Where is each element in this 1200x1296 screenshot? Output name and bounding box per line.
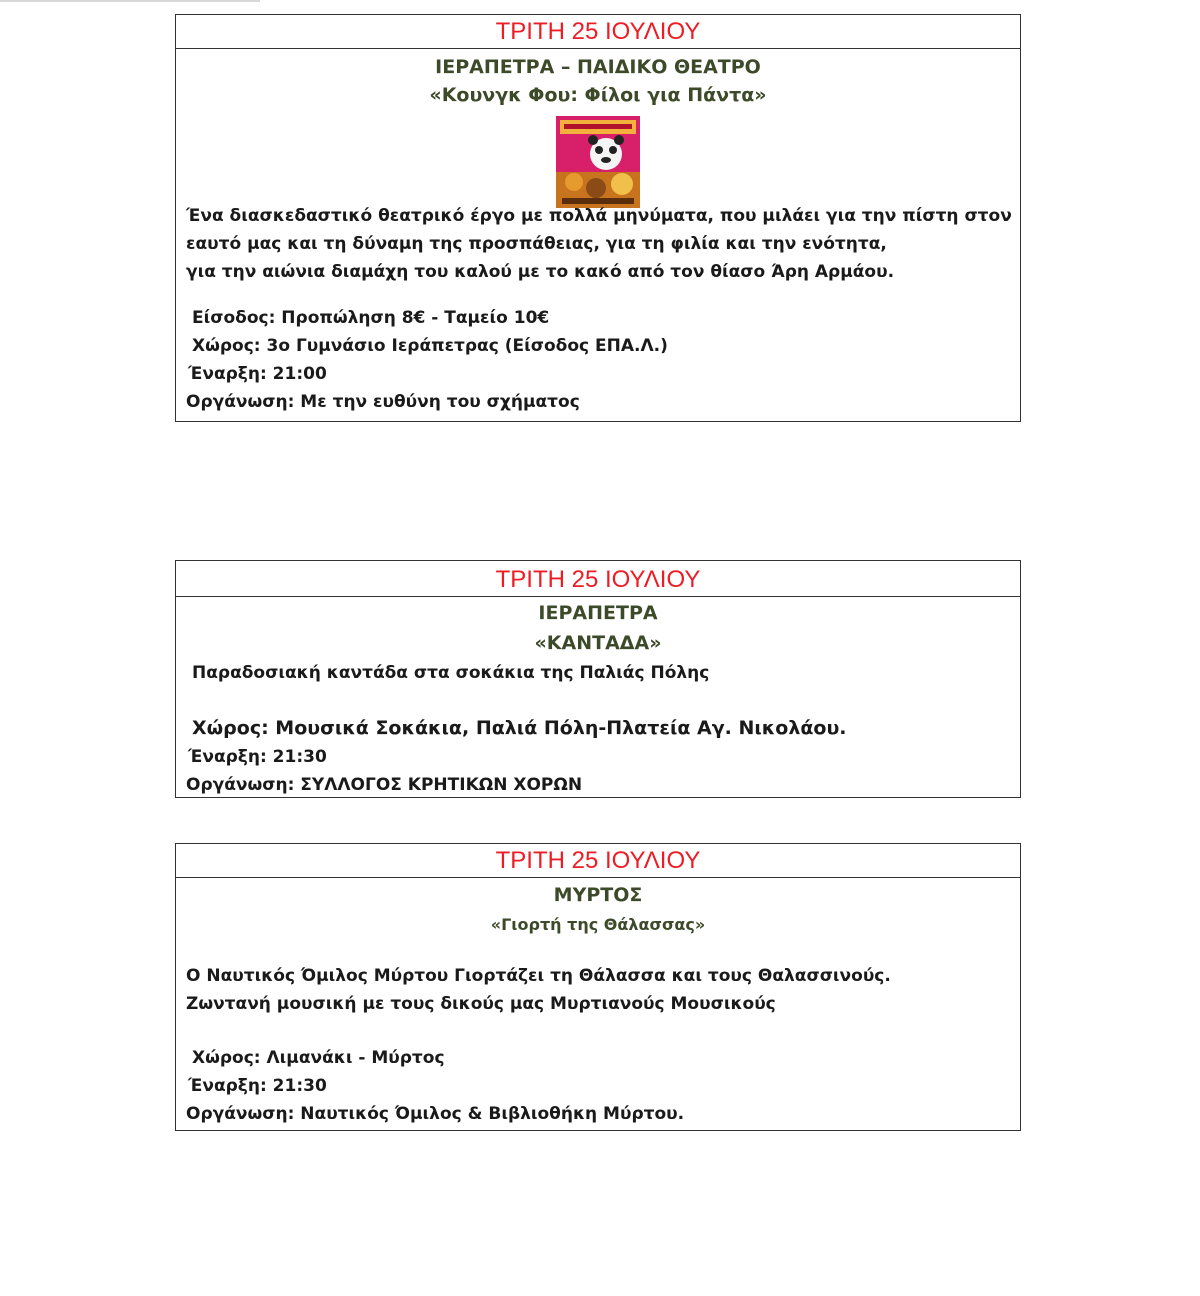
event-date: ΤΡΙΤΗ 25 ΙΟΥΛΙΟΥ [176, 15, 1020, 49]
event-date: ΤΡΙΤΗ 25 ΙΟΥΛΙΟΥ [176, 561, 1020, 597]
event-start: Έναρξη: 21:30 [188, 1076, 327, 1096]
event-title: «Κουνγκ Φου: Φίλοι για Πάντα» [429, 84, 767, 106]
event-card-sea-festival [175, 843, 1021, 1131]
event-organizer: Οργάνωση: ΣΥΛΛΟΓΟΣ ΚΡΗΤΙΚΩΝ ΧΟΡΩΝ [186, 775, 583, 795]
event-card-kung-fu [175, 14, 1021, 422]
event-venue: Χώρος: 3ο Γυμνάσιο Ιεράπετρας (Είσοδος ΕΠΑ.Λ.) [192, 336, 668, 356]
event-start: Έναρξη: 21:00 [188, 364, 327, 384]
event-description-line: εαυτό μας και τη δύναμη της προσπάθειας, για τη φιλία και την ενότητα, [186, 234, 887, 254]
event-description-line: Ζωντανή μουσική με τους δικούς μας Μυρτιανούς Μουσικούς [186, 994, 776, 1014]
event-title: «Γιορτή της Θάλασσας» [490, 915, 706, 934]
event-date: ΤΡΙΤΗ 25 ΙΟΥΛΙΟΥ [176, 844, 1020, 878]
event-start: Έναρξη: 21:30 [188, 747, 327, 767]
event-location: ΙΕΡΑΠΕΤΡΑ – ΠΑΙΔΙΚΟ ΘΕΑΤΡΟ [435, 56, 761, 78]
event-description-line: για την αιώνια διαμάχη του καλού με το κακό από τον θίασο Άρη Αρμάου. [186, 262, 895, 282]
event-description-line: Ο Ναυτικός Όμιλος Μύρτου Γιορτάζει τη Θάλασσα και τους Θαλασσινούς. [186, 966, 891, 986]
event-card-kantada [175, 560, 1021, 798]
event-location: ΜΥΡΤΟΣ [553, 884, 643, 906]
event-description-line: Ένα διασκεδαστικό θεατρικό έργο με πολλά μηνύματα, που μιλάει για την πίστη στον [186, 206, 1012, 226]
event-venue: Χώρος: Λιμανάκι - Μύρτος [192, 1048, 445, 1068]
page-edge-line [0, 0, 260, 2]
event-location: ΙΕΡΑΠΕΤΡΑ [538, 602, 658, 624]
event-poster-image [556, 116, 640, 208]
event-entry: Είσοδος: Προπώληση 8€ - Ταμείο 10€ [192, 308, 550, 328]
event-venue: Χώρος: Μουσικά Σοκάκια, Παλιά Πόλη-Πλατεία Αγ. Νικολάου. [192, 717, 847, 739]
event-organizer: Οργάνωση: Ναυτικός Όμιλος & Βιβλιοθήκη Μύρτου. [186, 1104, 685, 1124]
event-organizer: Οργάνωση: Με την ευθύνη του σχήματος [186, 392, 580, 412]
event-description-line: Παραδοσιακή καντάδα στα σοκάκια της Παλιάς Πόλης [192, 663, 710, 683]
event-title: «ΚΑΝΤΑΔΑ» [534, 632, 662, 654]
